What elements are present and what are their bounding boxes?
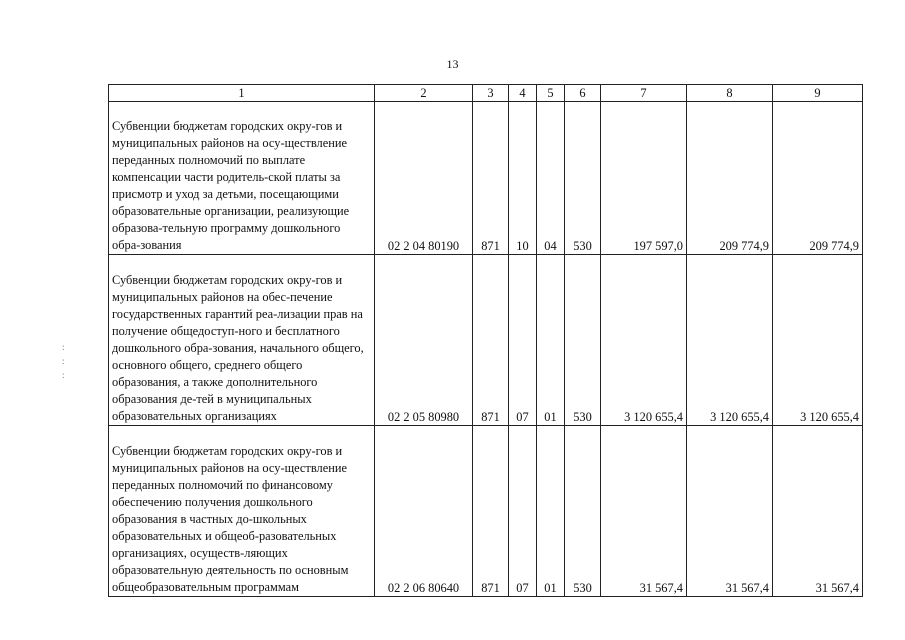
column-header: 5	[537, 85, 565, 102]
column-header: 8	[687, 85, 773, 102]
table-row	[109, 102, 863, 255]
column-header: 2	[375, 85, 473, 102]
page-number: 13	[446, 57, 459, 71]
row-amount-9: 31 567,4	[773, 426, 863, 597]
row-col6: 530	[565, 255, 601, 426]
row-code: 02 2 05 80980	[375, 255, 473, 426]
column-header: 9	[773, 85, 863, 102]
column-header: 7	[601, 85, 687, 102]
column-header: 4	[509, 85, 537, 102]
row-amount-8: 31 567,4	[687, 426, 773, 597]
row-amount-8: 3 120 655,4	[687, 255, 773, 426]
table-row	[109, 255, 863, 426]
row-col4: 07	[509, 255, 537, 426]
row-col3: 871	[473, 102, 509, 255]
row-col4: 10	[509, 102, 537, 255]
row-col5: 04	[537, 102, 565, 255]
margin-marks: : : :	[62, 342, 65, 380]
row-col5: 01	[537, 426, 565, 597]
budget-table	[108, 84, 863, 597]
row-col6: 530	[565, 426, 601, 597]
row-description: Субвенции бюджетам городских окру-гов и муниципальных районов на обес-печение государственных гарантий реа-лизации прав на получение общедоступ-ного и бесплатного дошкольного обра-зования, начального общего, основного общего, среднего общего образования, а также дополнительного образования де-тей в муниципальных образовательных организациях	[109, 255, 375, 426]
row-col3: 871	[473, 255, 509, 426]
table-header-row	[109, 85, 863, 102]
row-description: Субвенции бюджетам городских окру-гов и муниципальных районов на осу-ществление переданных полномочий по финансовому обеспечению получения дошкольного образования в частных до-школьных образовательных и общеоб-разовательных организациях, осуществ-ляющих образовательную деятельность по основным общеобразовательным программам	[109, 426, 375, 597]
row-col5: 01	[537, 255, 565, 426]
row-amount-8: 209 774,9	[687, 102, 773, 255]
row-amount-7: 197 597,0	[601, 102, 687, 255]
row-amount-7: 31 567,4	[601, 426, 687, 597]
column-header: 3	[473, 85, 509, 102]
row-col3: 871	[473, 426, 509, 597]
row-code: 02 2 06 80640	[375, 426, 473, 597]
column-header: 1	[109, 85, 375, 102]
column-header: 6	[565, 85, 601, 102]
row-col4: 07	[509, 426, 537, 597]
table-row	[109, 426, 863, 597]
row-description: Субвенции бюджетам городских окру-гов и муниципальных районов на осу-ществление переданных полномочий по выплате компенсации части родитель-ской платы за присмотр и уход за детьми, посещающими образовательные организации, реализующие образова-тельную программу дошкольного обра-зования	[109, 102, 375, 255]
row-code: 02 2 04 80190	[375, 102, 473, 255]
row-amount-7: 3 120 655,4	[601, 255, 687, 426]
row-col6: 530	[565, 102, 601, 255]
row-amount-9: 3 120 655,4	[773, 255, 863, 426]
row-amount-9: 209 774,9	[773, 102, 863, 255]
